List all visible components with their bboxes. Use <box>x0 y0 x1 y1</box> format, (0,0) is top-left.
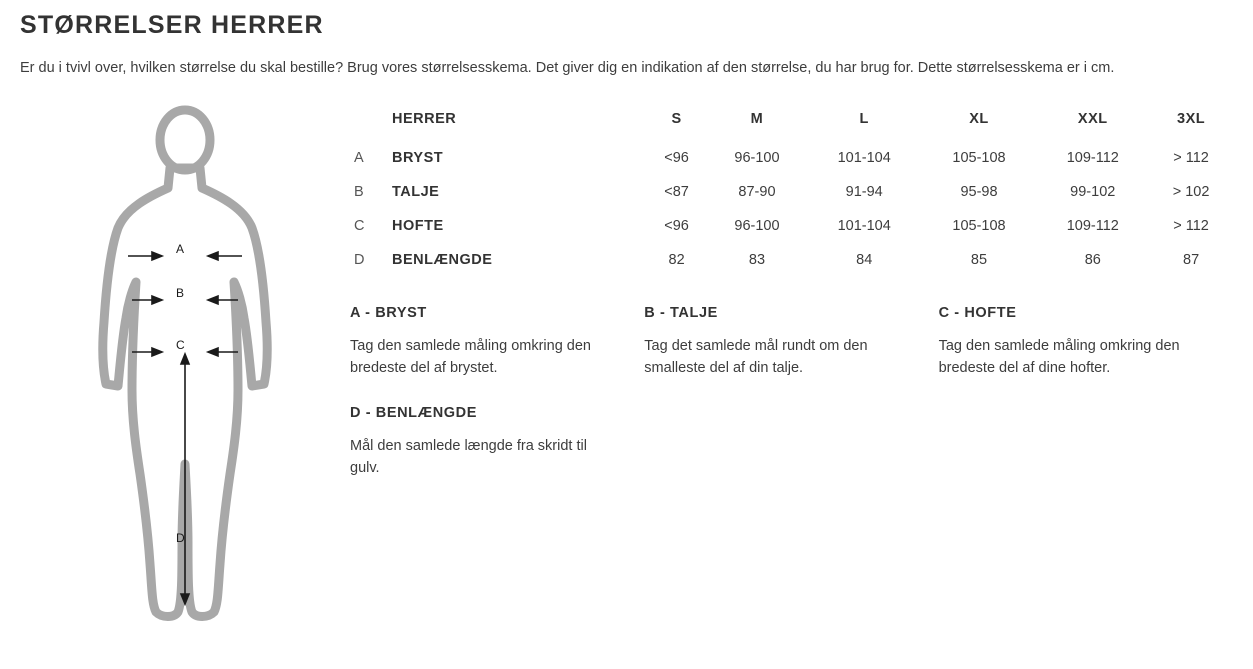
header-size-xl: XL <box>969 111 989 127</box>
header-size-3xl: 3XL <box>1177 111 1206 127</box>
row-letter: C <box>354 218 365 234</box>
cell-value: 101-104 <box>837 218 891 234</box>
note-title: D - BENLÆNGDE <box>350 405 478 421</box>
note-title: B - TALJE <box>644 305 718 321</box>
header-name-col: HERRER <box>392 111 457 127</box>
measurement-notes <box>350 305 1233 505</box>
cell-value: 99-102 <box>1070 184 1116 200</box>
note-title: C - HOFTE <box>938 305 1017 321</box>
cell-value: 82 <box>668 252 685 268</box>
row-letter: B <box>354 184 364 200</box>
header-letter-col <box>350 102 388 141</box>
row-name: TALJE <box>392 184 440 200</box>
cell-value: 86 <box>1084 252 1101 268</box>
cell-value: 101-104 <box>837 150 891 166</box>
size-table-body <box>350 141 1233 277</box>
note-body: Mål den samlede længde fra skridt til gulv. <box>350 438 587 476</box>
cell-value: 87 <box>1183 252 1200 268</box>
note-hofte <box>939 305 1233 379</box>
row-name: BRYST <box>392 150 444 166</box>
marker-label-d: D <box>176 531 185 545</box>
marker-label-c: C <box>176 338 185 352</box>
cell-value: 109-112 <box>1066 150 1119 166</box>
cell-value: 109-112 <box>1066 218 1119 234</box>
table-row <box>350 175 1233 209</box>
cell-value: 83 <box>748 252 766 268</box>
row-letter: A <box>354 150 364 166</box>
marker-label-a: A <box>176 242 185 256</box>
cell-value: 85 <box>970 252 988 268</box>
table-header-row <box>350 102 1233 141</box>
header-size-s: S <box>671 111 682 127</box>
note-body: Tag den samlede måling omkring den bredeste del af brystet. <box>350 338 591 376</box>
note-benlaengde <box>350 405 644 479</box>
header-size-xxl: XXL <box>1077 111 1108 127</box>
table-and-notes <box>350 100 1233 505</box>
table-row <box>350 141 1233 175</box>
note-talje <box>644 305 938 379</box>
cell-value: <96 <box>664 150 689 166</box>
cell-value: 96-100 <box>734 150 780 166</box>
body-figure <box>20 100 350 624</box>
header-size-l: L <box>859 111 869 127</box>
row-letter: D <box>354 252 365 268</box>
row-name: HOFTE <box>392 218 444 234</box>
row-name: BENLÆNGDE <box>392 252 493 268</box>
cell-value: > 112 <box>1173 218 1209 234</box>
cell-value: 87-90 <box>738 184 776 200</box>
header-size-m: M <box>750 111 764 127</box>
cell-value: > 102 <box>1172 184 1210 200</box>
cell-value: 105-108 <box>952 218 1006 234</box>
cell-value: 96-100 <box>734 218 780 234</box>
cell-value: 105-108 <box>952 150 1006 166</box>
table-row <box>350 209 1233 243</box>
note-bryst <box>350 305 644 379</box>
cell-value: 91-94 <box>845 184 883 200</box>
table-row <box>350 243 1233 277</box>
cell-value: > 112 <box>1173 150 1209 166</box>
marker-label-b: B <box>176 286 185 300</box>
cell-value: <96 <box>664 218 689 234</box>
content-area <box>20 100 1233 624</box>
intro-text: Er du i tvivl over, hvilken størrelse du skal bestille? Brug vores størrelsesskema. Det giver dig en indikation af den størrelse, du har brug for. Dette størrelsesskema er i cm. <box>20 60 1115 76</box>
size-guide-page <box>0 8 1253 669</box>
size-table-head <box>350 102 1233 141</box>
note-body: Tag den samlede måling omkring den bredeste del af dine hofter. <box>938 338 1180 376</box>
cell-value: <87 <box>664 184 689 200</box>
cell-value: 95-98 <box>960 184 998 200</box>
note-body: Tag det samlede mål rundt om den smalleste del af din talje. <box>644 338 868 376</box>
size-table <box>350 102 1233 277</box>
male-body-diagram <box>90 104 280 624</box>
page-title: STØRRELSER HERRER <box>20 11 324 39</box>
note-title: A - BRYST <box>350 305 427 321</box>
cell-value: 84 <box>856 252 873 268</box>
